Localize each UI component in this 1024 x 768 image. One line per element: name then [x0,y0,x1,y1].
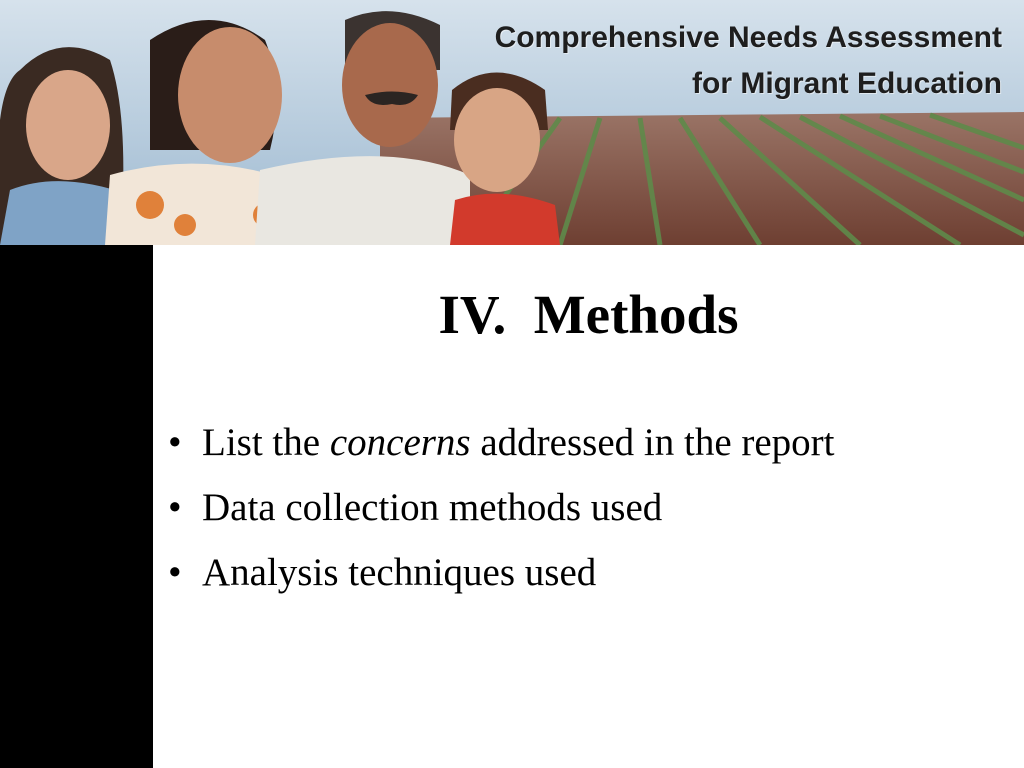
bullet-text: Data collection methods used [202,486,663,529]
bullet-dot: • [168,486,182,529]
slide-title: IV. Methods [438,284,739,345]
bullet-dot: • [168,421,182,464]
header-banner [0,0,1024,245]
bullet-list [160,410,1010,605]
bullet-item [160,475,1010,540]
bullet-dot: • [168,551,182,594]
bullet-text-suffix: addressed in the report [470,421,835,464]
banner-title-line1: Comprehensive Needs Assessment [494,21,1002,54]
bullet-item [160,410,1010,475]
banner-title-line2: for Migrant Education [692,67,1002,100]
left-black-bar [0,245,153,768]
bullet-item [160,540,1010,605]
bullet-text-prefix: List the [202,421,330,464]
bullet-text: Analysis techniques used [202,551,597,594]
bullet-text-emphasis: concerns [329,421,471,464]
